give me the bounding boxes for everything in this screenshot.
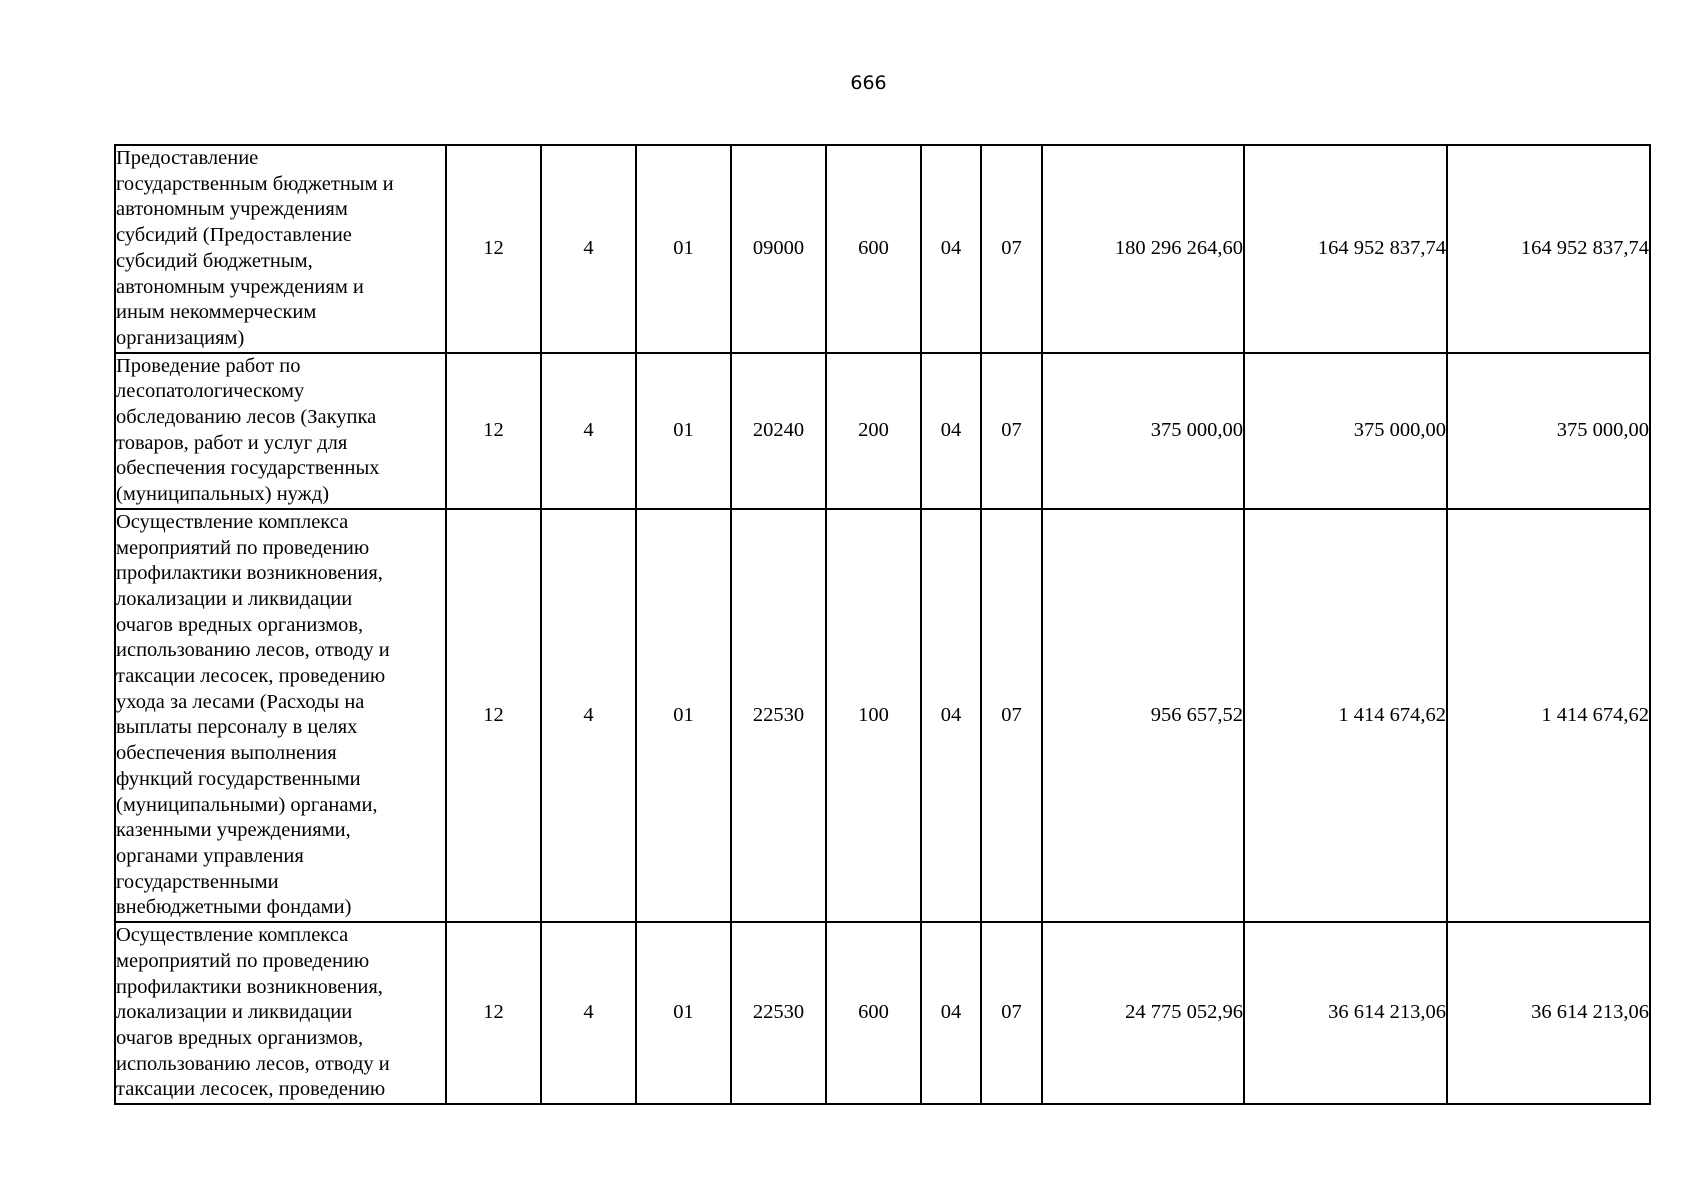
code-cell: 22530 — [731, 509, 826, 922]
table-row — [115, 353, 1650, 509]
description-cell — [115, 353, 446, 509]
description-line: государственными — [116, 870, 279, 893]
description-line: ухода за лесами (Расходы на — [116, 690, 365, 713]
description-line: Осуществление комплекса — [116, 510, 349, 533]
code-cell: 01 — [636, 353, 731, 509]
amount-cell: 36 614 213,06 — [1447, 922, 1650, 1104]
amount-cell: 24 775 052,96 — [1042, 922, 1244, 1104]
amount-cell: 36 614 213,06 — [1244, 922, 1447, 1104]
code-cell: 4 — [541, 353, 636, 509]
description-line: казенными учреждениями, — [116, 819, 351, 842]
code-cell: 200 — [826, 353, 921, 509]
amount-cell: 164 952 837,74 — [1244, 145, 1447, 353]
code-cell: 4 — [541, 509, 636, 922]
code-cell: 12 — [446, 353, 541, 509]
description-line: обследованию лесов (Закупка — [116, 406, 377, 429]
code-cell: 12 — [446, 509, 541, 922]
amount-cell: 375 000,00 — [1447, 353, 1650, 509]
description-cell — [115, 145, 446, 353]
description-line: иным некоммерческим — [116, 301, 317, 324]
description-line: очагов вредных организмов, — [116, 613, 364, 636]
description-line: внебюджетными фондами) — [116, 896, 352, 919]
description-cell — [115, 922, 446, 1104]
description-line: мероприятий по проведению — [116, 949, 370, 972]
code-cell: 12 — [446, 922, 541, 1104]
description-line: (муниципальными) органами, — [116, 793, 378, 816]
description-line: Предоставление — [116, 147, 259, 169]
code-cell: 20240 — [731, 353, 826, 509]
code-cell: 07 — [981, 353, 1042, 509]
code-cell: 01 — [636, 509, 731, 922]
description-line: товаров, работ и услуг для — [116, 431, 348, 454]
code-cell: 600 — [826, 145, 921, 353]
code-cell: 04 — [921, 509, 981, 922]
table-body — [115, 145, 1650, 1104]
table-row — [115, 509, 1650, 922]
code-cell: 07 — [981, 509, 1042, 922]
description-line: организациям) — [116, 326, 245, 349]
description-line: профилактики возникновения, — [116, 975, 383, 998]
description-line: локализации и ликвидации — [116, 587, 353, 610]
description-line: функций государственными — [116, 767, 361, 790]
amount-cell: 375 000,00 — [1244, 353, 1447, 509]
code-cell: 09000 — [731, 145, 826, 353]
budget-table — [114, 144, 1651, 1105]
code-cell: 04 — [921, 353, 981, 509]
description-line: автономным учреждениям — [116, 198, 348, 221]
description-line: локализации и ликвидации — [116, 1001, 353, 1024]
table-row — [115, 922, 1650, 1104]
code-cell: 07 — [981, 145, 1042, 353]
code-cell: 07 — [981, 922, 1042, 1104]
description-line: Осуществление комплекса — [116, 924, 349, 947]
amount-cell: 1 414 674,62 — [1447, 509, 1650, 922]
description-line: субсидий (Предоставление — [116, 224, 352, 247]
description-line: лесопатологическому — [116, 380, 305, 403]
amount-cell: 180 296 264,60 — [1042, 145, 1244, 353]
description-line: субсидий бюджетным, — [116, 249, 313, 272]
description-line: государственным бюджетным и — [116, 172, 394, 195]
code-cell: 04 — [921, 145, 981, 353]
code-cell: 4 — [541, 145, 636, 353]
description-line: обеспечения выполнения — [116, 742, 337, 765]
description-line: обеспечения государственных — [116, 457, 380, 480]
code-cell: 100 — [826, 509, 921, 922]
description-line: очагов вредных организмов, — [116, 1026, 364, 1049]
code-cell: 600 — [826, 922, 921, 1104]
table-row — [115, 145, 1650, 353]
page-number: 666 — [850, 72, 887, 94]
description-line: органами управления — [116, 844, 304, 867]
description-cell — [115, 509, 446, 922]
description-line: использованию лесов, отводу и — [116, 639, 390, 662]
description-line: Проведение работ по — [116, 354, 301, 377]
description-line: автономным учреждениям и — [116, 275, 364, 298]
code-cell: 12 — [446, 145, 541, 353]
amount-cell: 956 657,52 — [1042, 509, 1244, 922]
description-line: (муниципальных) нужд) — [116, 483, 330, 506]
code-cell: 04 — [921, 922, 981, 1104]
description-line: выплаты персоналу в целях — [116, 716, 358, 739]
description-line: профилактики возникновения, — [116, 562, 383, 585]
code-cell: 01 — [636, 922, 731, 1104]
amount-cell: 1 414 674,62 — [1244, 509, 1447, 922]
description-line: таксации лесосек, проведению — [116, 1078, 386, 1101]
amount-cell: 375 000,00 — [1042, 353, 1244, 509]
code-cell: 4 — [541, 922, 636, 1104]
description-line: таксации лесосек, проведению — [116, 665, 386, 688]
amount-cell: 164 952 837,74 — [1447, 145, 1650, 353]
description-line: мероприятий по проведению — [116, 536, 370, 559]
description-line: использованию лесов, отводу и — [116, 1052, 390, 1075]
code-cell: 22530 — [731, 922, 826, 1104]
code-cell: 01 — [636, 145, 731, 353]
